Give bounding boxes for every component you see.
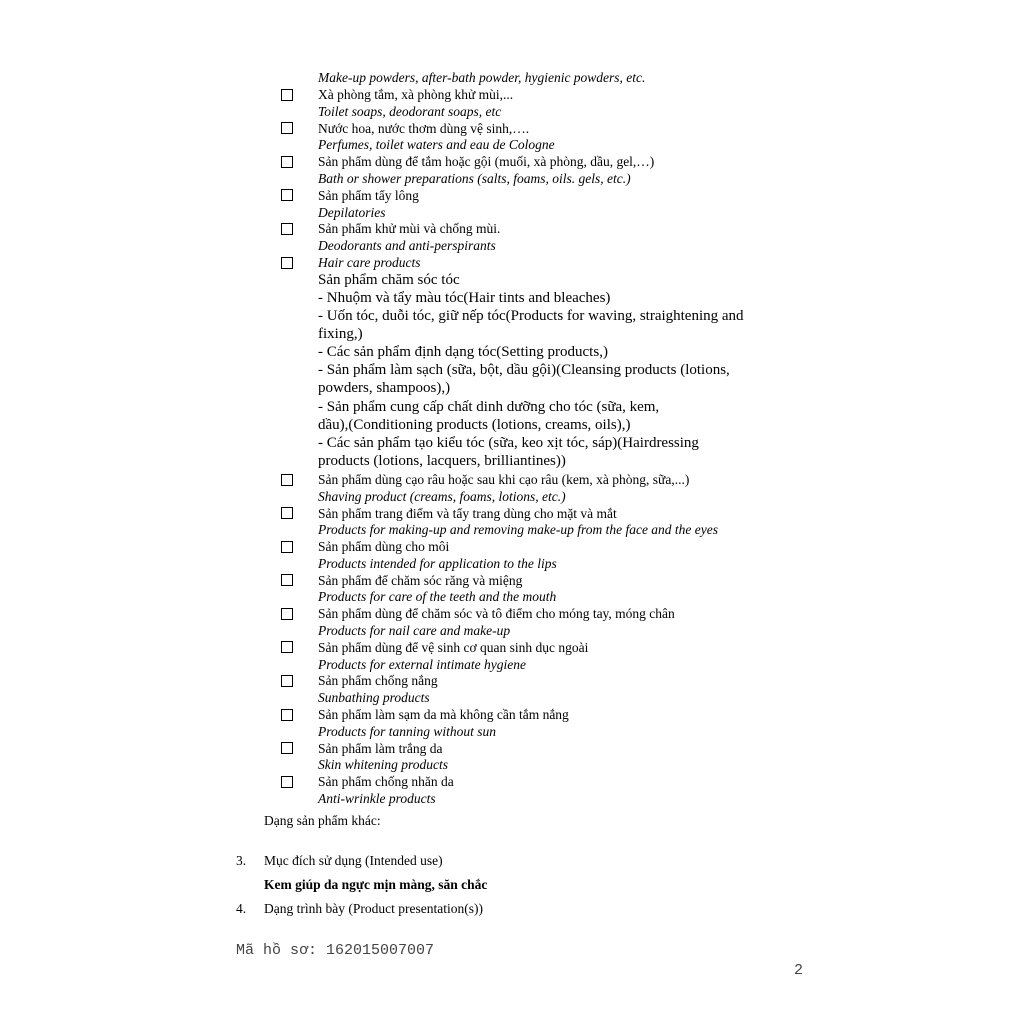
- item-vi: Xà phòng tắm, xà phòng khử mùi,...: [318, 87, 514, 102]
- hair-line: - Các sản phẩm định dạng tóc(Setting products,): [318, 344, 608, 360]
- checkbox-tanning[interactable]: [281, 709, 293, 721]
- item-en: Depilatories: [318, 205, 386, 220]
- item-vi: Sản phẩm chống nắng: [318, 673, 438, 688]
- checkbox-hair-care[interactable]: [281, 257, 293, 269]
- item-en: Bath or shower preparations (salts, foams, oils. gels, etc.): [318, 171, 631, 186]
- intro-line: Make-up powders, after-bath powder, hygienic powders, etc.: [318, 70, 646, 85]
- item-en: Skin whitening products: [318, 757, 448, 772]
- hair-vi: Sản phẩm chăm sóc tóc: [318, 272, 460, 288]
- hair-line: - Sản phẩm cung cấp chất dinh dưỡng cho tóc (sữa, kem,: [318, 399, 660, 415]
- checkbox-intimate[interactable]: [281, 641, 293, 653]
- item-en: Deodorants and anti-perspirants: [318, 238, 496, 253]
- section3-label: Mục đích sử dụng (Intended use): [264, 853, 443, 868]
- checkbox-sunbathing[interactable]: [281, 675, 293, 687]
- item-vi: Sản phẩm chống nhăn da: [318, 774, 454, 789]
- hair-line: powders, shampoos),): [318, 380, 451, 396]
- checkbox-nails[interactable]: [281, 608, 293, 620]
- item-en: Products for care of the teeth and the mouth: [318, 589, 557, 604]
- item-en: Sunbathing products: [318, 690, 430, 705]
- item-vi: Sản phẩm để chăm sóc răng và miệng: [318, 573, 523, 588]
- item-vi: Sản phẩm dùng để vệ sinh cơ quan sinh dục ngoài: [318, 640, 589, 655]
- checkbox-deodorants[interactable]: [281, 223, 293, 235]
- item-vi: Sản phẩm làm trắng da: [318, 741, 443, 756]
- checkbox-whitening[interactable]: [281, 742, 293, 754]
- item-en: Products for tanning without sun: [318, 724, 497, 739]
- item-en: Perfumes, toilet waters and eau de Cologne: [318, 137, 555, 152]
- checkbox-anti-wrinkle[interactable]: [281, 776, 293, 788]
- item-vi: Sản phẩm dùng cho môi: [318, 539, 450, 554]
- hair-line: fixing,): [318, 326, 363, 342]
- item-vi: Sản phẩm dùng cạo râu hoặc sau khi cạo râu (kem, xà phòng, sữa,...): [318, 472, 690, 487]
- item-vi: Sản phẩm khử mùi và chống mùi.: [318, 221, 501, 236]
- checkbox-bath[interactable]: [281, 156, 293, 168]
- checkbox-perfumes[interactable]: [281, 122, 293, 134]
- hair-line: - Uốn tóc, duỗi tóc, giữ nếp tóc(Products for waving, straightening and: [318, 308, 744, 324]
- item-en: Products for making-up and removing make-up from the face and the eyes: [318, 522, 719, 537]
- file-code: Mã hồ sơ: 162015007007: [236, 942, 435, 959]
- item-vi: Sản phẩm dùng để tắm hoặc gội (muối, xà phòng, dầu, gel,…): [318, 154, 655, 169]
- item-vi: Sản phẩm dùng để chăm sóc và tô điểm cho móng tay, móng chân: [318, 606, 675, 621]
- hair-en: Hair care products: [318, 255, 421, 270]
- section4-number: 4.: [236, 901, 247, 916]
- item-vi: Nước hoa, nước thơm dùng vệ sinh,….: [318, 121, 530, 136]
- hair-line: - Sản phẩm làm sạch (sữa, bột, dầu gội)(Cleansing products (lotions,: [318, 362, 730, 378]
- checkbox-shaving[interactable]: [281, 474, 293, 486]
- item-vi: Sản phẩm tẩy lông: [318, 188, 419, 203]
- page-number: 2: [794, 962, 804, 979]
- item-en: Toilet soaps, deodorant soaps, etc: [318, 104, 502, 119]
- item-vi: Sản phẩm trang điểm và tẩy trang dùng cho mặt và mắt: [318, 506, 617, 521]
- section3-number: 3.: [236, 853, 247, 868]
- hair-line: - Nhuộm và tẩy màu tóc(Hair tints and bleaches): [318, 290, 611, 306]
- checkbox-depilatories[interactable]: [281, 189, 293, 201]
- hair-line: - Các sản phẩm tạo kiểu tóc (sữa, keo xịt tóc, sáp)(Hairdressing: [318, 435, 699, 451]
- other-forms-label: Dạng sản phẩm khác:: [264, 813, 381, 828]
- item-vi: Sản phẩm làm sạm da mà không cần tắm nắng: [318, 707, 569, 722]
- item-en: Products for external intimate hygiene: [318, 657, 526, 672]
- intended-use-value: Kem giúp da ngực mịn màng, săn chắc: [264, 877, 488, 892]
- item-en: Anti-wrinkle products: [318, 791, 436, 806]
- item-en: Products intended for application to the lips: [318, 556, 557, 571]
- checkbox-lips[interactable]: [281, 541, 293, 553]
- section4-label: Dạng trình bày (Product presentation(s)): [264, 901, 483, 916]
- hair-line: products (lotions, lacquers, brilliantines)): [318, 453, 566, 469]
- item-en: Shaving product (creams, foams, lotions, etc.): [318, 489, 566, 504]
- hair-line: dầu),(Conditioning products (lotions, creams, oils),): [318, 417, 631, 433]
- checkbox-makeup[interactable]: [281, 507, 293, 519]
- checkbox-teeth[interactable]: [281, 574, 293, 586]
- checkbox-soaps[interactable]: [281, 89, 293, 101]
- item-en: Products for nail care and make-up: [318, 623, 511, 638]
